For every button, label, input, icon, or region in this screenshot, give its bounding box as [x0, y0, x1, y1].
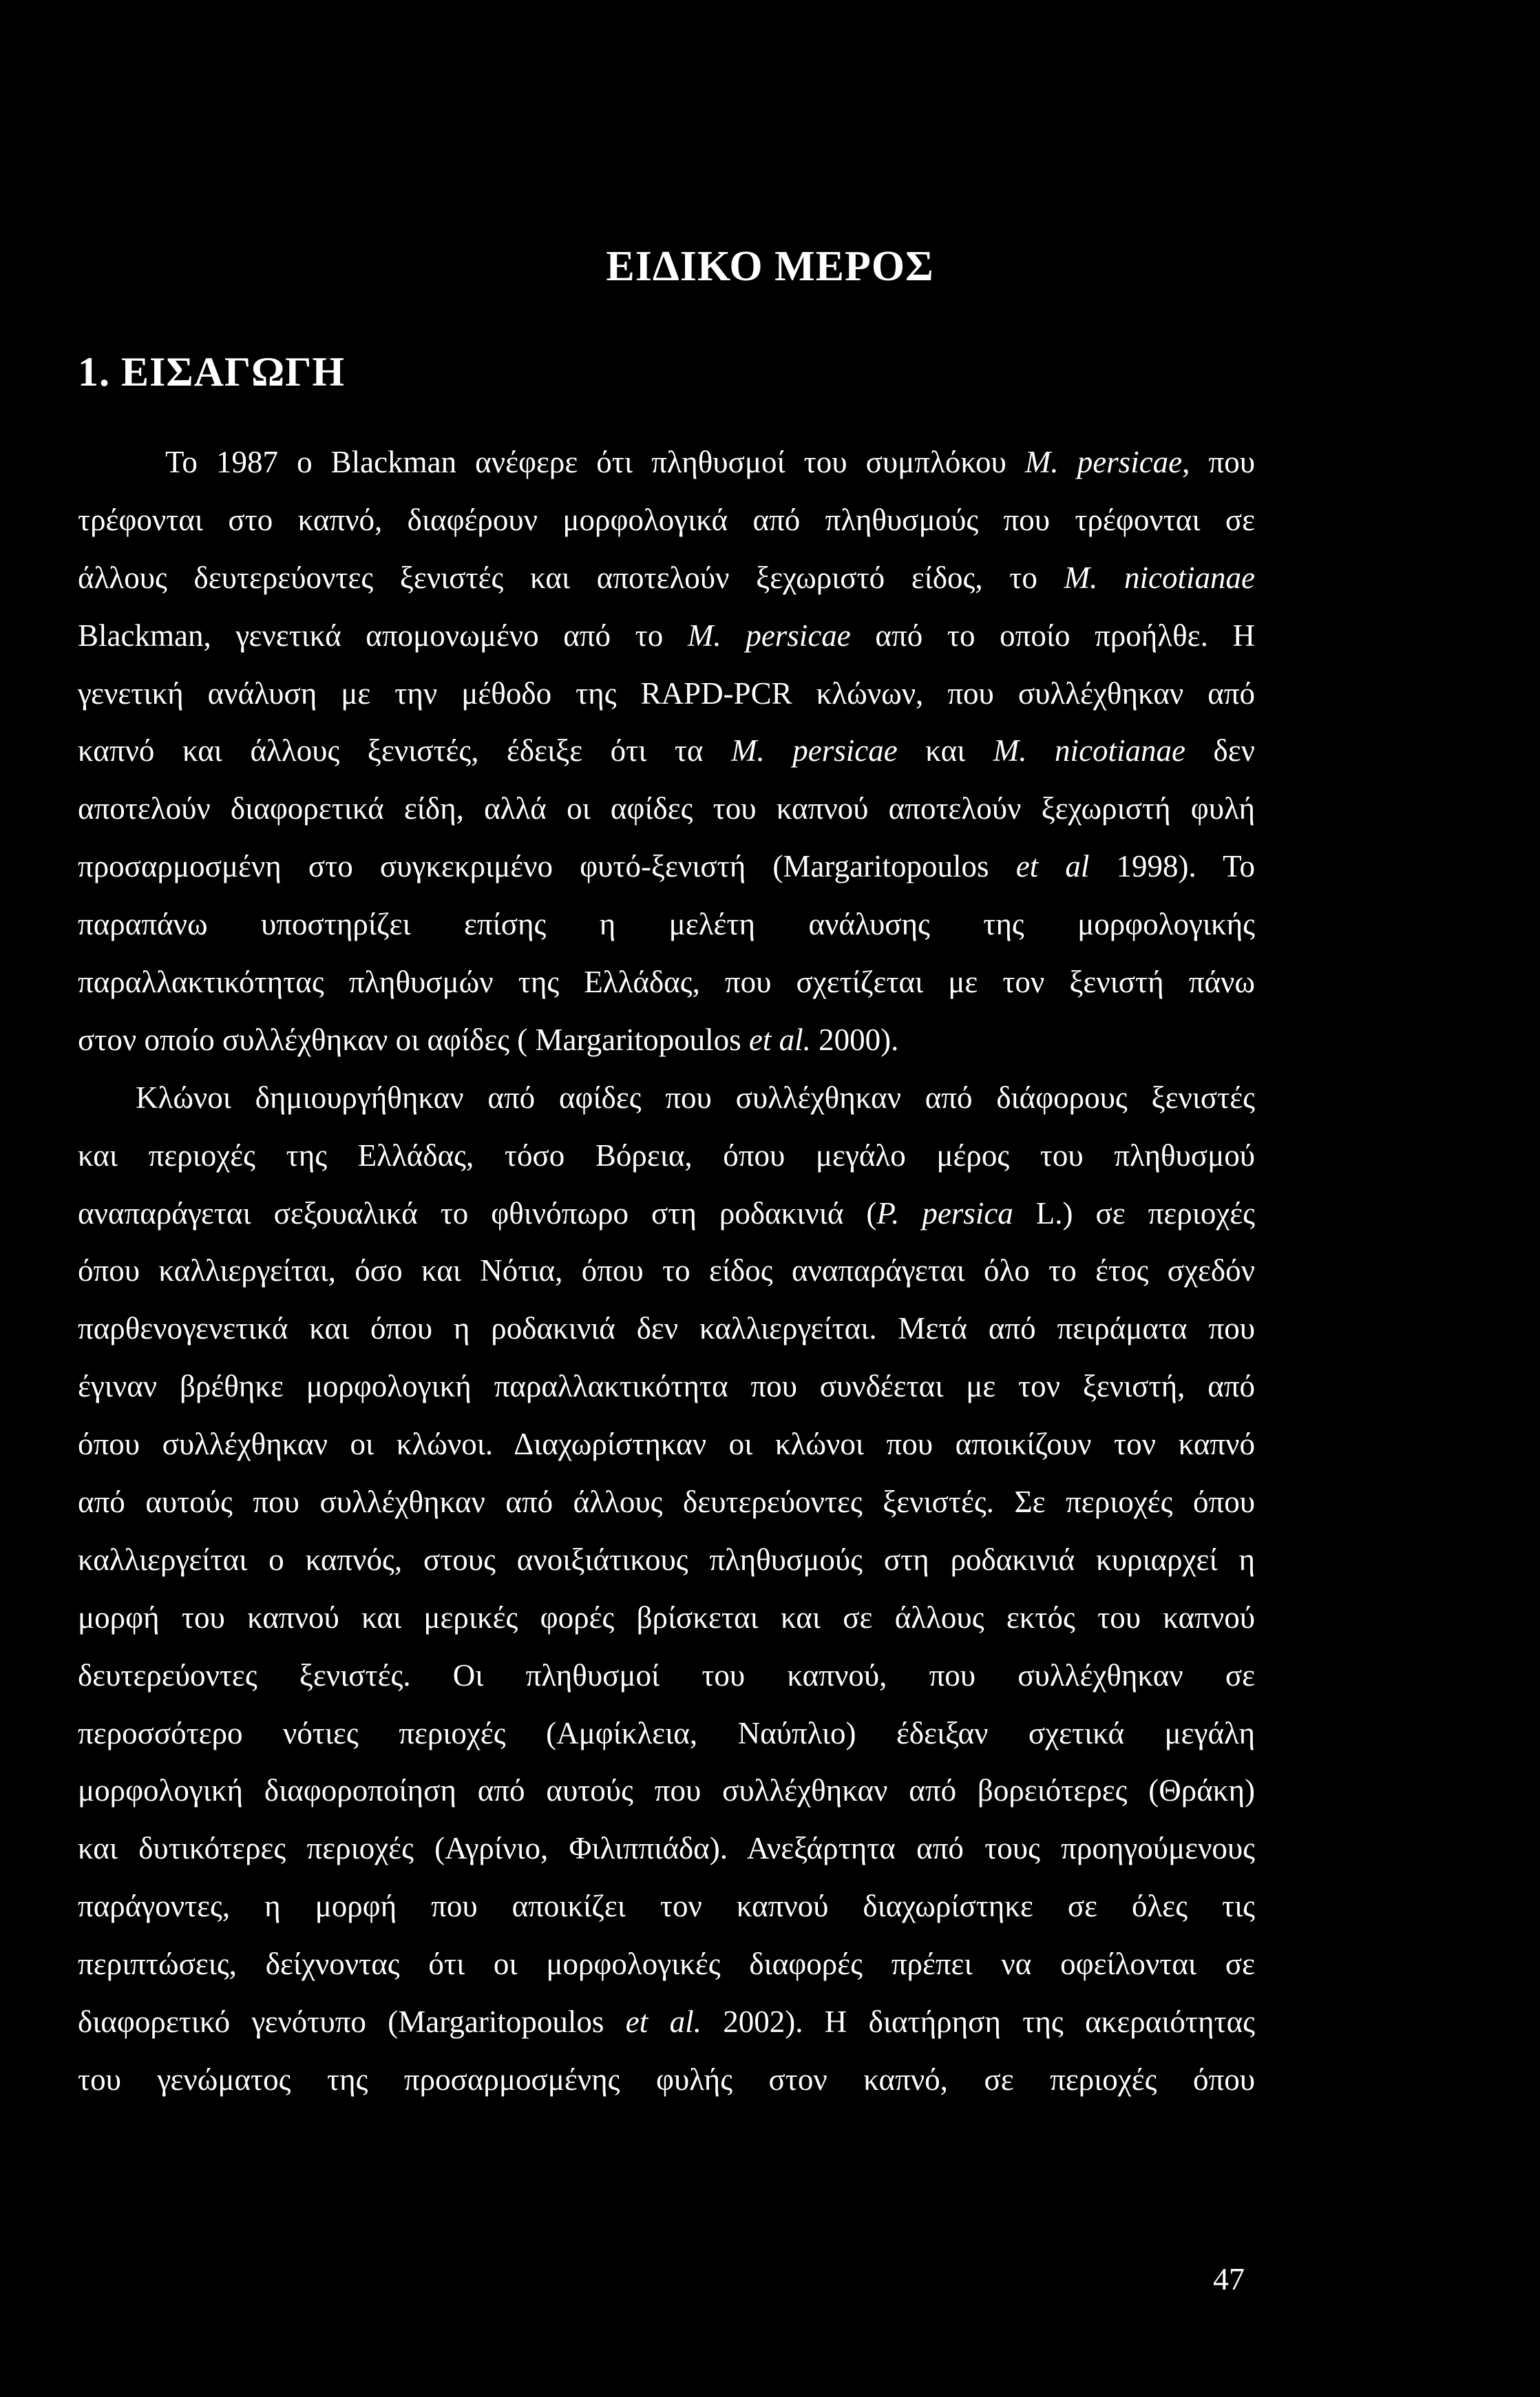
- section-title: ΕΙΔΙΚΟ ΜΕΡΟΣ: [606, 243, 934, 290]
- text-line: [78, 1069, 1255, 1127]
- text-line: [78, 1474, 1255, 1531]
- italic-text: M. nicotianae: [993, 733, 1186, 768]
- italic-text: M. persicae: [687, 618, 851, 653]
- text-line: [78, 607, 1255, 665]
- text-line: [78, 665, 1255, 723]
- italic-text: M. nicotianae: [1064, 560, 1255, 595]
- text-run: μορφή του καπνού και μερικές φορές βρίσκεται και σε άλλους εκτός του καπνού: [78, 1600, 1255, 1635]
- text-run: , που: [1182, 445, 1255, 479]
- text-run: τρέφονται στο καπνό, διαφέρουν μορφολογικά από πληθυσμούς που τρέφονται σε: [78, 502, 1255, 537]
- text-run: δευτερεύοντες ξενιστές. Οι πληθυσμοί του καπνού, που συλλέχθηκαν σε: [78, 1657, 1255, 1693]
- text-line: [78, 434, 1255, 492]
- text-run: από το οποίο προήλθε. Η: [850, 618, 1255, 653]
- text-run: παραλλακτικότητας πληθυσμών της Ελλάδας, που σχετίζεται με τον ξενιστή πάνω: [78, 965, 1255, 1000]
- text-line: [78, 722, 1255, 780]
- text-line: [78, 1531, 1255, 1589]
- text-line: [78, 1416, 1255, 1474]
- text-line: [78, 780, 1255, 838]
- italic-text: et al: [1015, 849, 1090, 884]
- text-run: δεν: [1185, 733, 1255, 768]
- text-line: [78, 1242, 1255, 1300]
- text-run: έγιναν βρέθηκε μορφολογική παραλλακτικότητα που συνδέεται με τον ξενιστή, από: [78, 1369, 1255, 1404]
- text-run: περοσσότερο νότιες περιοχές (Αμφίκλεια, Ναύπλιο) έδειξαν σχετικά μεγάλη: [78, 1715, 1255, 1750]
- text-line: [78, 1820, 1255, 1878]
- page-number: 47: [1213, 2261, 1245, 2296]
- italic-text: et al.: [748, 1022, 811, 1057]
- text-line: [78, 954, 1255, 1012]
- body-text: [78, 434, 1255, 2109]
- text-run: περιπτώσεις, δείχνοντας ότι οι μορφολογικές διαφορές πρέπει να οφείλονται σε: [78, 1947, 1255, 1982]
- text-line: [78, 1358, 1255, 1416]
- italic-text: M. persicae: [731, 733, 898, 768]
- text-run: παραπάνω υποστηρίζει επίσης η μελέτη ανάλυσης της μορφολογικής: [78, 907, 1255, 942]
- text-line: [78, 896, 1255, 954]
- text-run: άλλους δευτερεύοντες ξενιστές και αποτελούν ξεχωριστό είδος, το: [78, 560, 1064, 595]
- text-line: [78, 1300, 1255, 1358]
- text-run: αποτελούν διαφορετικά είδη, αλλά οι αφίδες του καπνού αποτελούν ξεχωριστή φυλή: [78, 791, 1255, 826]
- italic-text: P. persica: [876, 1195, 1013, 1231]
- text-line: [78, 1762, 1255, 1820]
- text-run: γενετική ανάλυση με την μέθοδο της RAPD-PCR κλώνων, που συλλέχθηκαν από: [78, 676, 1255, 711]
- text-run: L.) σε περιοχές: [1013, 1195, 1255, 1231]
- text-line: [78, 1993, 1255, 2051]
- text-line: [78, 1012, 1255, 1069]
- text-line: [78, 1185, 1255, 1243]
- text-line: [78, 1705, 1255, 1763]
- text-run: και περιοχές της Ελλάδας, τόσο Βόρεια, όπου μεγάλο μέρος του πληθυσμού: [78, 1138, 1255, 1173]
- text-line: [78, 1936, 1255, 1993]
- text-run: 2000).: [810, 1022, 899, 1057]
- italic-text: M. persicae: [1024, 445, 1183, 479]
- text-run: του γενώματος της προσαρμοσμένης φυλής στον καπνό, σε περιοχές όπου: [78, 2062, 1255, 2097]
- text-run: προσαρμοσμένη στο συγκεκριμένο φυτό-ξενιστή (Margaritopoulos: [78, 849, 1016, 884]
- text-run: όπου συλλέχθηκαν οι κλώνοι. Διαχωρίστηκαν οι κλώνοι που αποικίζουν τον καπνό: [78, 1427, 1255, 1462]
- text-run: 1998). Το: [1089, 849, 1255, 884]
- text-run: Το 1987 ο Blackman ανέφερε ότι πληθυσμοί του συμπλόκου: [165, 445, 1025, 479]
- text-run: παράγοντες, η μορφή που αποικίζει τον καπνού διαχωρίστηκε σε όλες τις: [78, 1889, 1255, 1924]
- italic-text: et al.: [625, 2005, 702, 2040]
- text-run: και δυτικότερες περιοχές (Αγρίνιο, Φιλιππιάδα). Ανεξάρτητα από τους προηγούμενους: [78, 1831, 1255, 1866]
- text-run: παρθενογενετικά και όπου η ροδακινιά δεν καλλιεργείται. Μετά από πειράματα που: [78, 1311, 1255, 1346]
- text-run: όπου καλλιεργείται, όσο και Νότια, όπου το είδος αναπαράγεται όλο το έτος σχεδόν: [78, 1253, 1255, 1288]
- text-line: [78, 2051, 1255, 2109]
- text-run: στον οποίο συλλέχθηκαν οι αφίδες ( Margaritopoulos: [78, 1022, 749, 1057]
- text-run: Blackman, γενετικά απομονωμένο από το: [78, 618, 688, 653]
- text-run: αναπαράγεται σεξουαλικά το φθινόπωρο στη ροδακινιά (: [78, 1195, 877, 1231]
- text-run: και: [897, 733, 993, 768]
- text-line: [78, 1878, 1255, 1936]
- text-line: [78, 838, 1255, 896]
- text-run: μορφολογική διαφοροποίηση από αυτούς που συλλέχθηκαν από βορειότερες (Θράκη): [78, 1773, 1255, 1808]
- text-line: [78, 1127, 1255, 1185]
- text-run: Κλώνοι δημιουργήθηκαν από αφίδες που συλλέχθηκαν από διάφορους ξενιστές: [136, 1080, 1255, 1115]
- text-line: [78, 1589, 1255, 1647]
- text-run: καπνό και άλλους ξενιστές, έδειξε ότι τα: [78, 733, 732, 768]
- text-run: καλλιεργείται ο καπνός, στους ανοιξιάτικους πληθυσμούς στη ροδακινιά κυριαρχεί η: [78, 1542, 1255, 1577]
- text-run: από αυτούς που συλλέχθηκαν από άλλους δευτερεύοντες ξενιστές. Σε περιοχές όπου: [78, 1485, 1255, 1520]
- text-run: διαφορετικό γενότυπο (Margaritopoulos: [78, 2005, 626, 2040]
- text-line: [78, 492, 1255, 549]
- chapter-heading: 1. ΕΙΣΑΓΩΓΗ: [78, 349, 345, 395]
- text-line: [78, 549, 1255, 607]
- text-run: 2002). Η διατήρηση της ακεραιότητας: [701, 2005, 1255, 2040]
- text-line: [78, 1647, 1255, 1705]
